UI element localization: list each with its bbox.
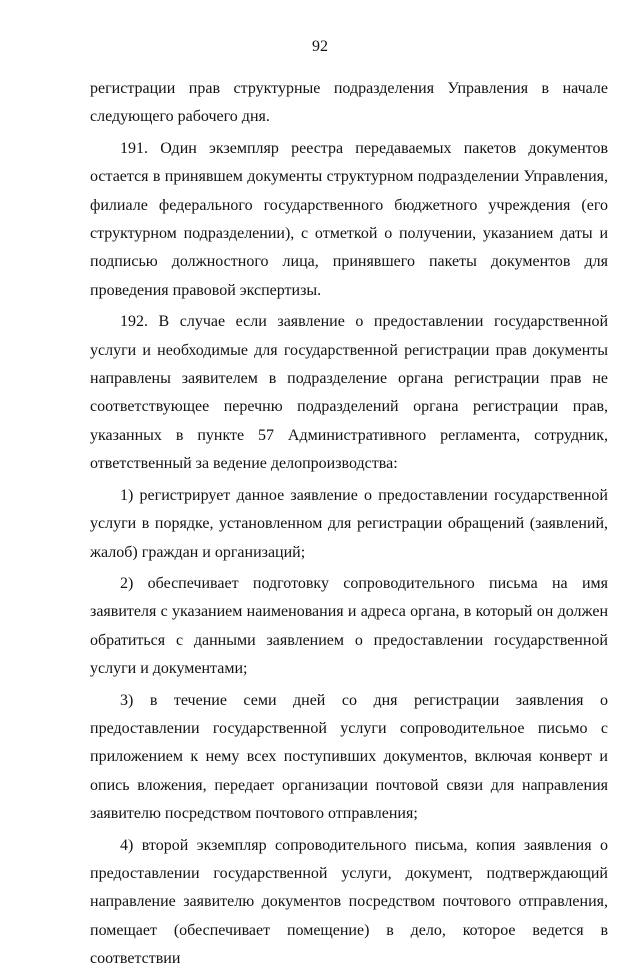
- list-item-2: 2) обеспечивает подготовку сопроводительного письма на имя заявителя с указанием наименования и адреса органа, в который он должен обратиться с данными заявлением о предоставлении государственной услуги и документами;: [90, 574, 608, 678]
- page-number: 92: [312, 38, 328, 55]
- document-body: [90, 75, 608, 977]
- paragraph-192: 192. В случае если заявление о предоставлении государственной услуги и необходимые для государственной регистрации прав документы направлены заявителем в подразделение органа регистрации прав не соответствующее перечню подразделений органа регистрации прав, указанных в пункте 57 Административного регламента, сотрудник, ответственный за ведение делопроизводства:: [90, 313, 608, 473]
- list-item-3: 3) в течение семи дней со дня регистрации заявления о предоставлении государственной услуги сопроводительное письмо с приложением к нему всех поступивших документов, включая конверт и опись вложения, передает организации почтовой связи для направления заявителю посредством почтового отправления;: [90, 691, 608, 823]
- paragraph-191: 191. Один экземпляр реестра передаваемых пакетов документов остается в принявшем документы структурном подразделении Управления, филиале федерального государственного бюджетного учреждения (его структурном подразделении), с отметкой о получении, указанием даты и подписью должностного лица, принявшего пакеты документов для проведения правовой экспертизы.: [90, 139, 608, 299]
- list-item-4: 4) второй экземпляр сопроводительного письма, копия заявления о предоставлении государственной услуги, документ, подтверждающий направление заявителю документов посредством почтового отправления, помещает (обеспечивает помещение) в дело, которое ведется в соответствии: [90, 836, 608, 968]
- paragraph-continuation: регистрации прав структурные подразделения Управления в начале следующего рабочего дня.: [90, 80, 608, 126]
- list-item-1: 1) регистрирует данное заявление о предоставлении государственной услуги в порядке, установленном для регистрации обращений (заявлений, жалоб) граждан и организаций;: [90, 486, 608, 561]
